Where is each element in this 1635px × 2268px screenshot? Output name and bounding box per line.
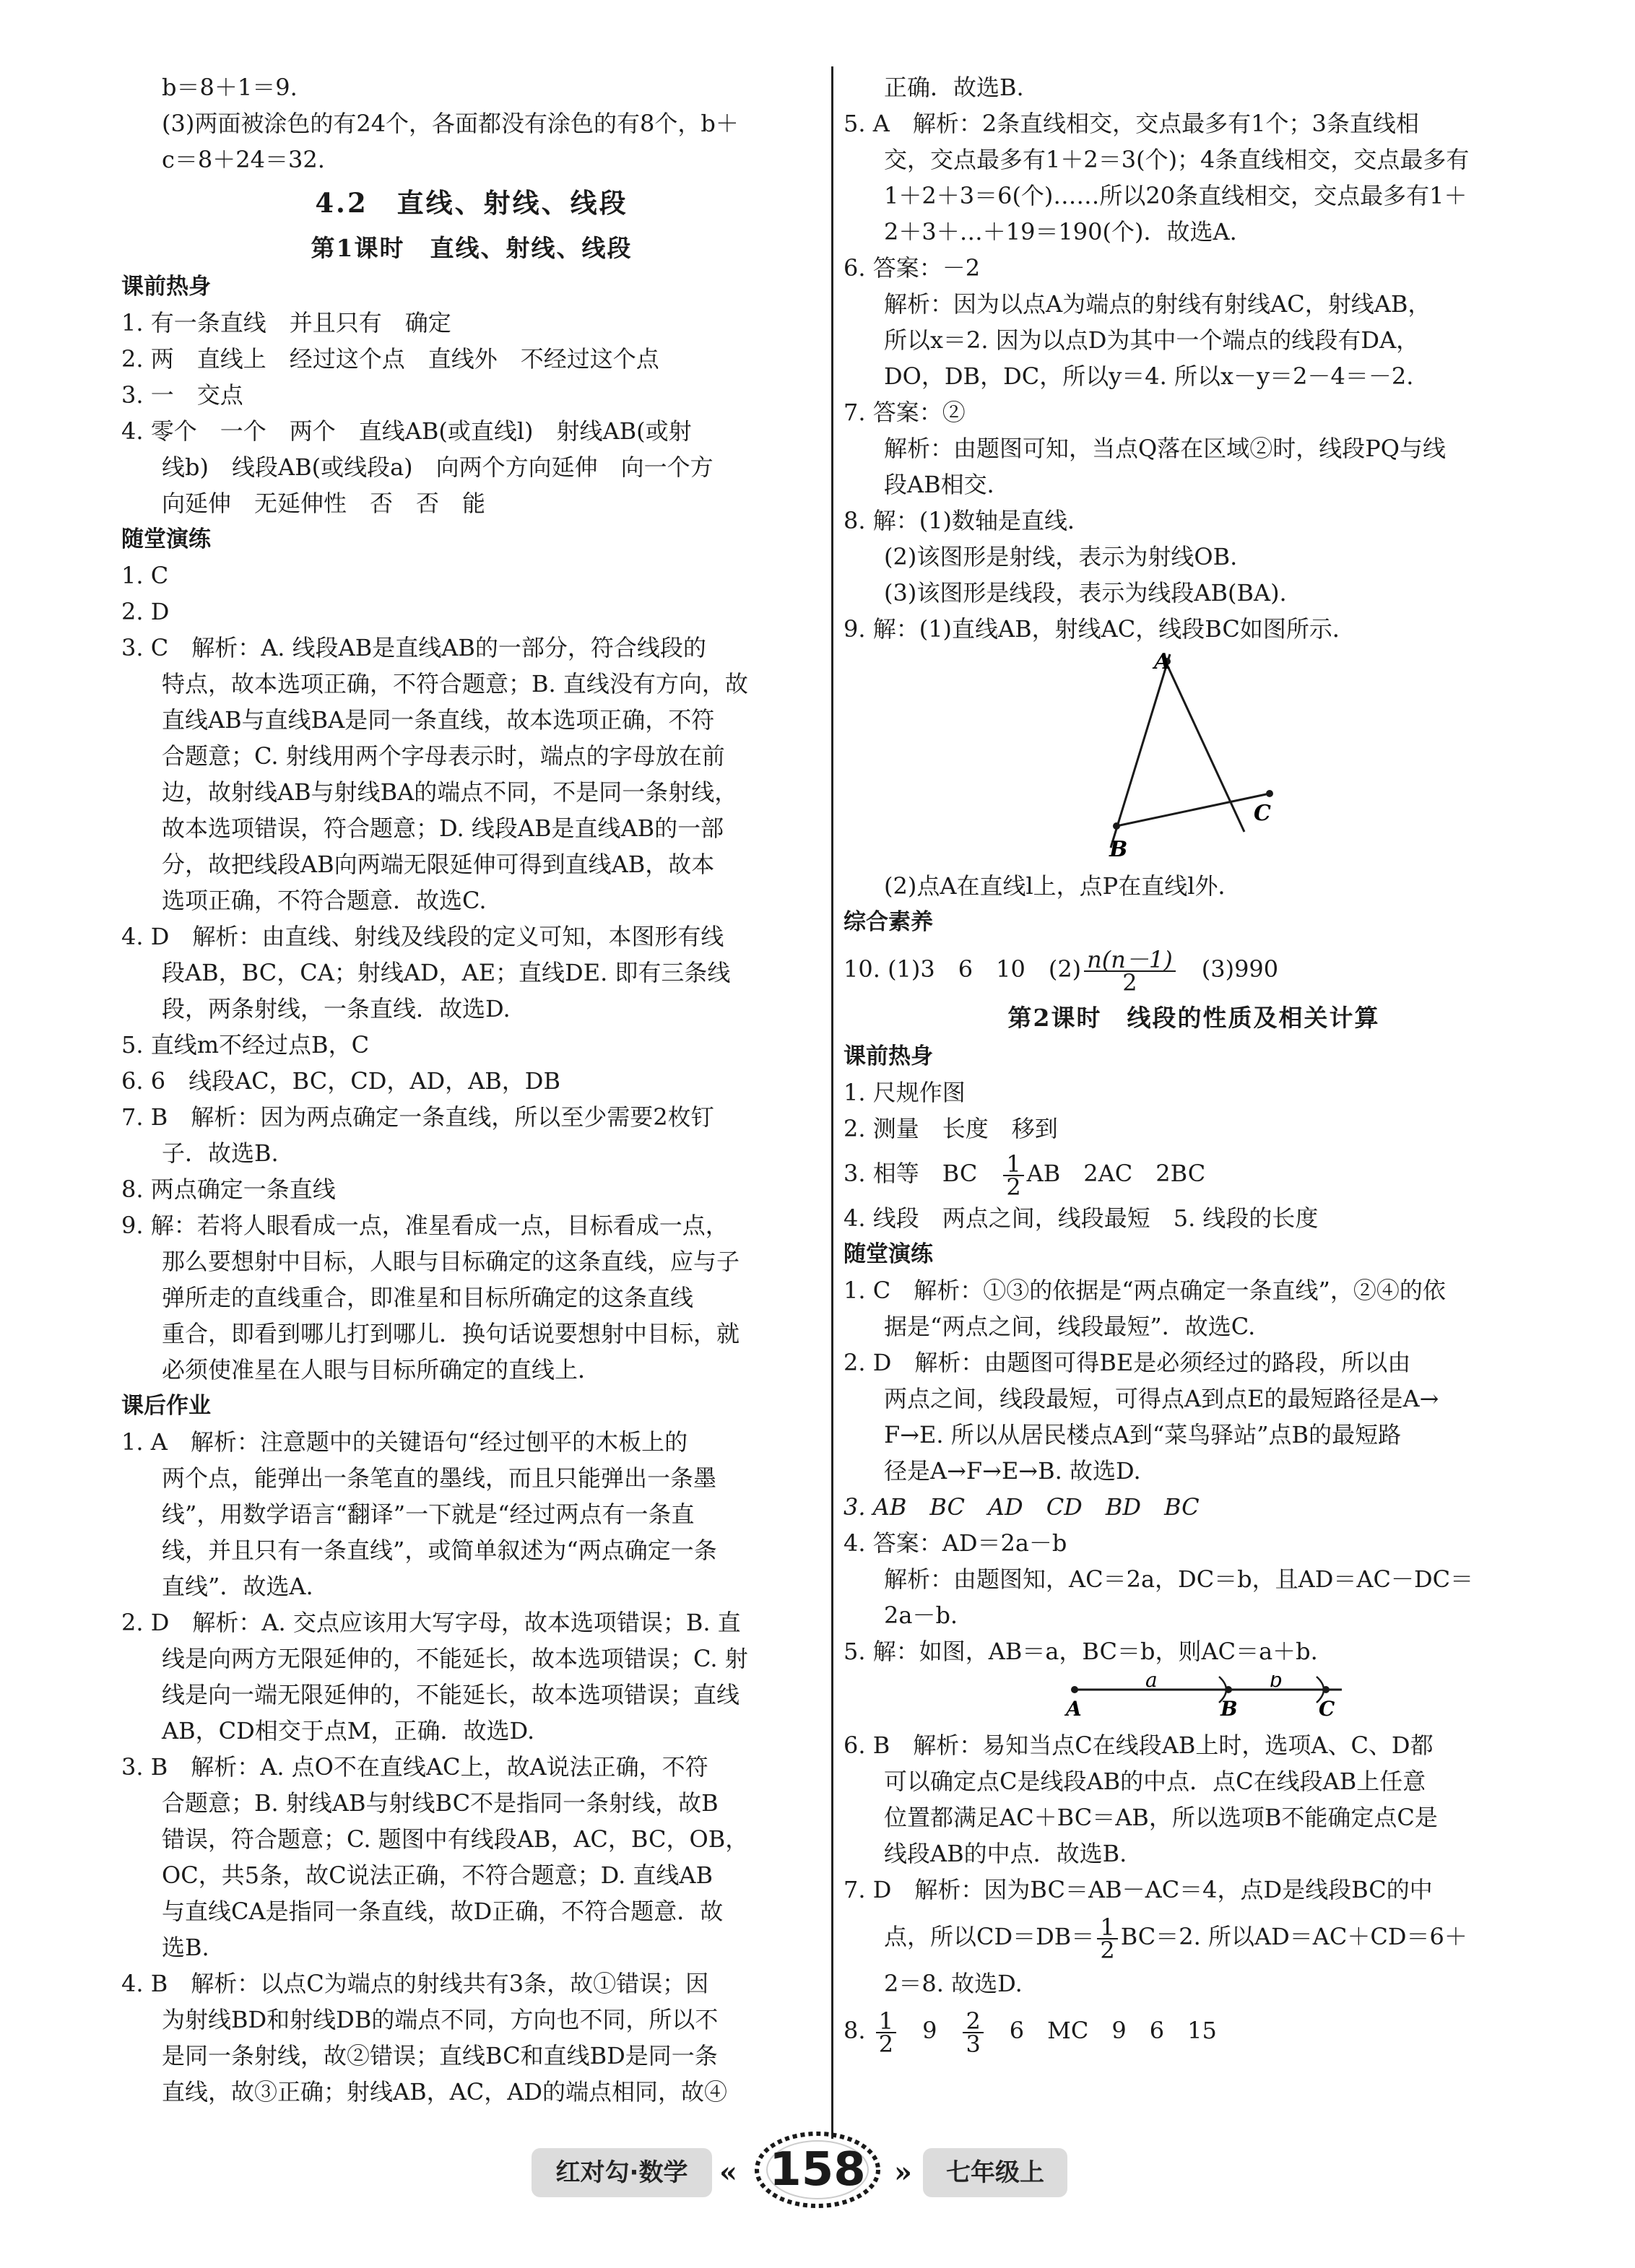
label-c: C	[1254, 801, 1271, 826]
answer-line: 2. D	[121, 598, 170, 625]
answer-line: 2a－b.	[884, 1602, 958, 1629]
section-title: 4.2 直线、射线、线段	[315, 187, 628, 219]
label-b: B	[1220, 1697, 1238, 1721]
answer-line: 3. 一 交点	[121, 381, 243, 409]
answer-line: 线段AB的中点．故选B.	[884, 1840, 1127, 1867]
answer-line: (3)该图形是线段，表示为线段AB(BA).	[884, 579, 1287, 607]
answer-line: 弹所走的直线重合，即准星和目标所确定的这条直线	[162, 1284, 694, 1311]
segment-figure	[843, 1675, 1544, 1721]
answer-text: BC＝2. 所以AD＝AC＋CD＝6＋	[1120, 1923, 1467, 1950]
answer-line: 边，故射线AB与射线BA的端点不同，不是同一条射线，	[162, 778, 738, 806]
answer-line: AB，CD相交于点M，正确．故选D.	[162, 1717, 535, 1745]
segment-bc	[1116, 794, 1270, 826]
answer-line: 1. A 解析：注意题中的关键语句“经过刨平的木板上的	[121, 1428, 688, 1456]
answer-line: 解析：因为以点A为端点的射线有射线AC，射线AB，	[884, 290, 1431, 318]
answer-line: 合题意；B. 射线AB与射线BC不是指同一条射线，故B	[162, 1789, 719, 1817]
answer-line: 8. 解：(1)数轴是直线．	[843, 507, 1091, 534]
answer-line: 段AB，BC，CA；射线AD，AE；直线DE. 即有三条线	[162, 959, 731, 986]
fraction-denominator: 2	[1122, 968, 1137, 996]
answer-line: 与直线CA是指同一条直线，故D正确，不符合题意．故	[162, 1898, 724, 1925]
answer-line: 两点之间，线段最短，可得点A到点E的最短路径是A→	[884, 1385, 1439, 1412]
chevron-right-icon: »	[894, 2155, 912, 2189]
label-b-length: b	[1270, 1675, 1283, 1692]
answer-line: 1＋2＋3＝6(个)……所以20条直线相交，交点最多有1＋	[884, 182, 1467, 209]
answer-line: 正确．故选B.	[884, 74, 1024, 101]
lesson-title: 第2课时 线段的性质及相关计算	[1007, 1004, 1380, 1032]
answer-line: 2. D 解析：A. 交点应该用大写字母，故本选项错误；B. 直	[121, 1609, 741, 1636]
answer-line: 合题意；C. 射线用两个字母表示时，端点的字母放在前	[162, 742, 725, 770]
answer-line: 直线”．故选A.	[162, 1573, 313, 1600]
answer-line: 4. B 解析：以点C为端点的射线共有3条，故①错误；因	[121, 1970, 709, 1997]
triangle-diagram	[843, 653, 1544, 862]
section-heading: 课后作业	[121, 1393, 211, 1419]
answer-line: 5. 直线m不经过点B，C	[121, 1031, 370, 1059]
answer-text: 3. 相等 BC	[843, 1160, 1001, 1187]
answer-line: 4. 线段 两点之间，线段最短 5. 线段的长度	[843, 1204, 1319, 1232]
answer-line: F→E. 所以从居民楼点A到“菜鸟驿站”点B的最短路	[884, 1421, 1402, 1448]
fraction-numerator: 1	[876, 2010, 896, 2033]
answer-line: 线是向一端无限延伸的，不能延长，故本选项错误；直线	[162, 1681, 740, 1708]
answer-line: 6. 答案：－2	[843, 254, 981, 282]
section-heading: 随堂演练	[121, 526, 211, 552]
segment-diagram	[843, 1675, 1544, 1721]
fraction	[1097, 1913, 1117, 1964]
answer-line	[843, 1908, 1544, 1965]
answer-line: 选B.	[162, 1934, 209, 1961]
answer-line: 4. D 解析：由直线、射线及线段的定义可知，本图形有线	[121, 923, 724, 950]
lesson-title: 第1课时 直线、射线、线段	[311, 234, 633, 262]
fraction	[876, 2007, 896, 2058]
point-b	[1113, 822, 1120, 830]
fraction	[1084, 945, 1176, 996]
triangle-figure	[843, 653, 1544, 862]
answer-line: 1. 尺规作图	[843, 1079, 966, 1106]
ray-ac	[1165, 660, 1244, 832]
answer-line: 交，交点最多有1＋2＝3(个)；4条直线相交，交点最多有	[884, 146, 1470, 173]
answer-line: 选项正确，不符合题意．故选C.	[162, 887, 487, 914]
answer-line: (3)两面被涂色的有24个，各面都没有涂色的有8个，b＋	[162, 110, 739, 137]
answer-line: b＝8＋1＝9.	[162, 74, 298, 101]
label-a: A	[1066, 1697, 1082, 1721]
answer-line: 9. 解：(1)直线AB，射线AC，线段BC如图所示．	[843, 615, 1356, 643]
answer-line: 向延伸 无延伸性 否 否 能	[162, 490, 486, 517]
answer-line: 2. 两 直线上 经过这个点 直线外 不经过这个点	[121, 345, 659, 373]
answer-line: 两个点，能弹出一条笔直的墨线，而且只能弹出一条墨	[162, 1464, 717, 1492]
answer-line: 特点，故本选项正确，不符合题意；B. 直线没有方向，故	[162, 670, 748, 698]
answer-line	[843, 2002, 1544, 2059]
answer-text: 点，所以CD＝DB＝	[884, 1923, 1095, 1950]
fraction	[963, 2007, 983, 2058]
answer-line: 9. 解：若将人眼看成一点，准星看成一点，目标看成一点，	[121, 1212, 729, 1239]
answer-line: 3. AB BC AD CD BD BC	[843, 1493, 1200, 1521]
answer-line: 段AB相交．	[884, 471, 1010, 498]
fraction-denominator: 3	[966, 2030, 981, 2058]
answer-line: 直线，故③正确；射线AB，AC，AD的端点相同，故④	[162, 2078, 727, 2106]
answer-line: 5. A 解析：2条直线相交，交点最多有1个；3条直线相	[843, 110, 1419, 137]
answer-line: 解析：由题图知，AC＝2a，DC＝b，且AD＝AC－DC＝	[884, 1565, 1474, 1593]
answer-line: 分，故把线段AB向两端无限延伸可得到直线AB，故本	[162, 851, 715, 878]
section-heading: 课前热身	[843, 1043, 933, 1069]
footer-book-label: 红对勾·数学	[532, 2148, 712, 2197]
answer-line: 错误，符合题意；C. 题图中有线段AB，AC，BC，OB，	[162, 1825, 749, 1853]
section-heading: 综合素养	[843, 909, 933, 935]
answer-line: 6. 6 线段AC，BC，CD，AD，AB，DB	[121, 1067, 560, 1095]
point-c	[1266, 790, 1273, 797]
answer-line: 2. D 解析：由题图可得BE是必须经过的路段，所以由	[843, 1349, 1411, 1376]
section-heading: 随堂演练	[843, 1241, 933, 1267]
fraction-numerator: 2	[963, 2010, 983, 2033]
answer-line: OC，共5条，故C说法正确，不符合题意；D. 直线AB	[162, 1861, 714, 1889]
answer-line: 线”，用数学语言“翻译”一下就是“经过两点有一条直	[162, 1500, 695, 1528]
answer-line: 那么要想射中目标，人眼与目标确定的这条直线，应与子	[162, 1248, 740, 1275]
answer-line: 6. B 解析：易知当点C在线段AB上时，选项A、C、D都	[843, 1732, 1434, 1759]
answer-line: 1. C 解析：①③的依据是“两点确定一条直线”，②④的依	[843, 1277, 1446, 1304]
answer-line	[843, 1147, 1544, 1200]
fraction-numerator: 1	[1097, 1916, 1117, 1939]
section-heading: 课前热身	[121, 274, 211, 300]
fraction-denominator: 2	[1006, 1173, 1021, 1201]
answer-line: 7. B 解析：因为两点确定一条直线，所以至少需要2枚钉	[121, 1103, 714, 1131]
answer-line: 为射线BD和射线DB的端点不同，方向也不同，所以不	[162, 2006, 719, 2033]
fraction-numerator: n(n－1)	[1084, 949, 1176, 972]
answer-line: 故本选项错误，符合题意；D. 线段AB是直线AB的一部	[162, 814, 724, 842]
answer-line: 8. 两点确定一条直线	[121, 1176, 336, 1203]
answer-line: 3. C 解析：A. 线段AB是直线AB的一部分，符合线段的	[121, 634, 706, 661]
answer-line: 重合，即看到哪儿打到哪儿．换句话说要想射中目标，就	[162, 1320, 740, 1347]
answer-line: 线是向两方无限延伸的，不能延长，故本选项错误；C. 射	[162, 1645, 748, 1672]
answer-line: 段，两条射线，一条直线．故选D.	[162, 995, 511, 1022]
answer-line: 径是A→F→E→B. 故选D.	[884, 1457, 1141, 1485]
answer-line: 7. D 解析：因为BC＝AB－AC＝4，点D是线段BC的中	[843, 1876, 1433, 1903]
answer-line: 线b) 线段AB(或线段a) 向两个方向延伸 向一个方	[162, 453, 714, 481]
line-l	[1111, 654, 1170, 848]
fraction-numerator: 1	[1003, 1153, 1023, 1176]
label-b: B	[1109, 837, 1128, 862]
label-a-length: a	[1145, 1675, 1158, 1692]
answer-line	[843, 940, 1544, 998]
fraction	[1003, 1150, 1023, 1201]
label-a: A	[1154, 653, 1171, 674]
answer-line: 4. 答案：AD＝2a－b	[843, 1529, 1067, 1557]
answer-text: 9	[899, 2017, 960, 2044]
label-c: C	[1319, 1697, 1335, 1721]
answer-text: AB 2AC 2BC	[1026, 1160, 1206, 1187]
answer-line: 2＋3＋…＋19＝190(个)．故选A.	[884, 218, 1237, 246]
answer-line: 必须使准星在人眼与目标所确定的直线上．	[162, 1356, 602, 1383]
fraction-denominator: 2	[878, 2030, 894, 2058]
answer-line: (2)点A在直线l上，点P在直线l外．	[884, 872, 1241, 900]
point-a	[1071, 1686, 1078, 1693]
answer-line: DO，DB，DC，所以y＝4. 所以x－y＝2－4＝－2.	[884, 362, 1414, 390]
answer-line: 是同一条射线，故②错误；直线BC和直线BD是同一条	[162, 2042, 718, 2069]
answer-text: 8.	[843, 2017, 873, 2044]
answer-line: 线，并且只有一条直线”，或简单叙述为“两点确定一条	[162, 1537, 717, 1564]
answer-line: 1. 有一条直线 并且只有 确定	[121, 309, 451, 336]
answer-line: 7. 答案：②	[843, 399, 966, 426]
answer-line: 直线AB与直线BA是同一条直线，故本选项正确，不符	[162, 706, 715, 734]
right-column	[843, 69, 1544, 2059]
answer-line: 解析：由题图可知，当点Q落在区域②时，线段PQ与线	[884, 435, 1447, 462]
fraction-denominator: 2	[1100, 1936, 1115, 1964]
answer-line: c＝8＋24＝32.	[162, 146, 325, 173]
answer-line: (2)该图形是射线，表示为射线OB.	[884, 543, 1238, 570]
answer-line: 1. C	[121, 562, 169, 589]
footer-grade-label: 七年级上	[923, 2148, 1067, 2197]
left-column	[121, 69, 822, 2110]
answer-line: 据是“两点之间，线段最短”．故选C.	[884, 1313, 1256, 1340]
chevron-left-icon: «	[719, 2155, 737, 2189]
answer-line: 4. 零个 一个 两个 直线AB(或直线l) 射线AB(或射	[121, 417, 692, 445]
answer-text: 10. (1)3 6 10 (2)	[843, 955, 1082, 983]
column-divider	[831, 66, 833, 2139]
answer-text: (3)990	[1178, 955, 1279, 983]
answer-line: 2＝8. 故选D.	[884, 1970, 1023, 1997]
answer-line: 子．故选B.	[162, 1139, 279, 1167]
page-number: 158	[769, 2143, 866, 2197]
answer-line: 可以确定点C是线段AB的中点．点C在线段AB上任意	[884, 1768, 1426, 1795]
answer-text: 6 MC 9 6 15	[986, 2017, 1217, 2044]
answer-line: 3. B 解析：A. 点O不在直线AC上，故A说法正确，不符	[121, 1753, 708, 1781]
answer-line: 位置都满足AC＋BC＝AB，所以选项B不能确定点C是	[884, 1804, 1438, 1831]
answer-line: 5. 解：如图，AB＝a，BC＝b，则AC＝a＋b.	[843, 1638, 1318, 1665]
answer-line: 2. 测量 长度 移到	[843, 1115, 1058, 1142]
answer-line: 所以x＝2. 因为以点D为其中一个端点的线段有DA，	[884, 326, 1420, 354]
